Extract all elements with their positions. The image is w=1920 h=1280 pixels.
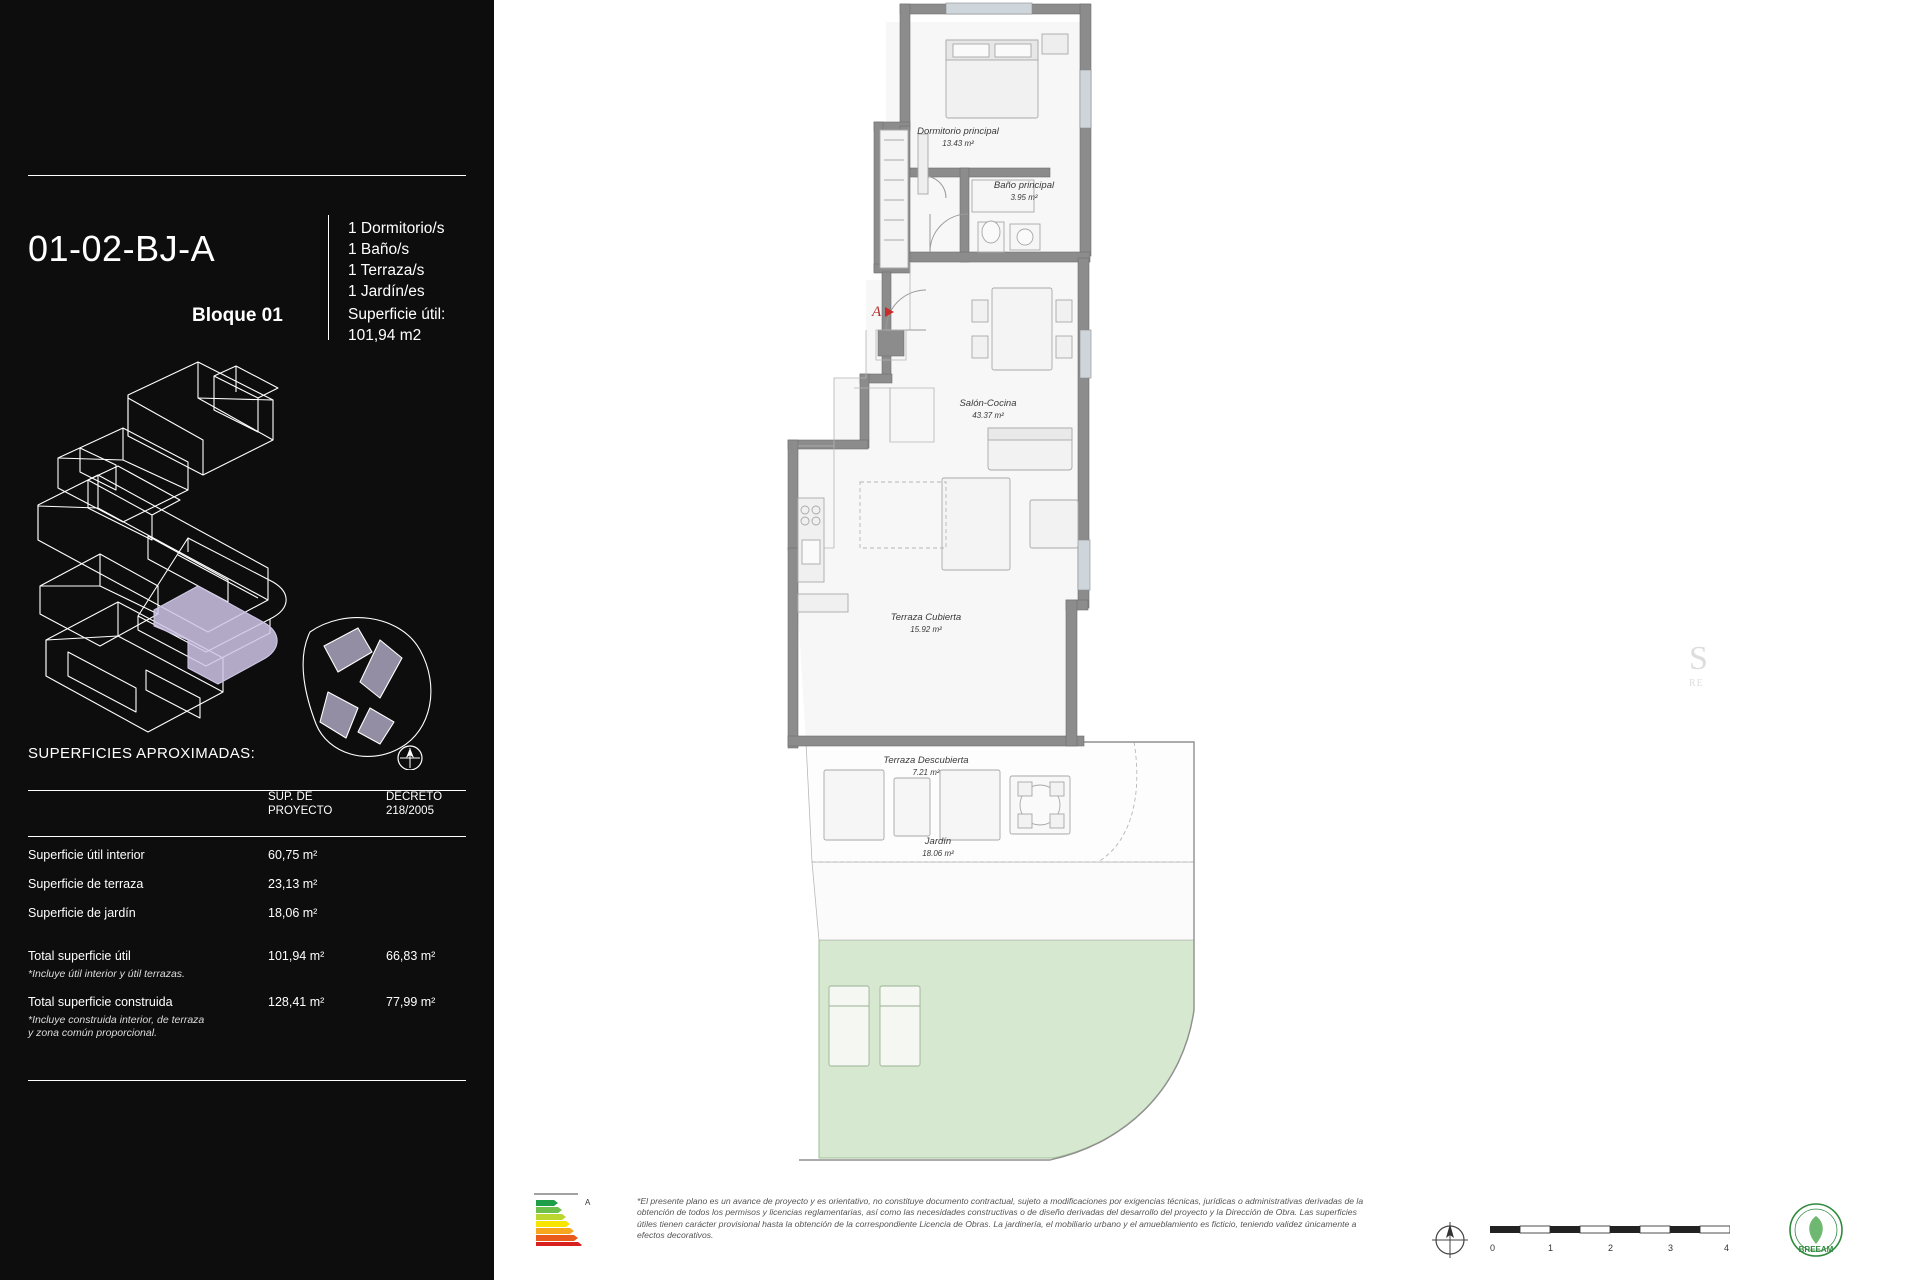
table-divider-header [28, 836, 466, 837]
header-col2-line1: DECRETO [386, 791, 443, 803]
surfaces-table [28, 790, 466, 1040]
row-value-decree: 66,83 m² [386, 949, 436, 963]
table-row [28, 877, 466, 906]
table-row [28, 906, 466, 935]
spec-bedrooms: 1 Dormitorio/s [348, 220, 445, 237]
north-icon-small [398, 746, 422, 770]
scale-number: 2 [1608, 1243, 1614, 1253]
row-value-project: 23,13 m² [268, 877, 318, 891]
spec-terraces: 1 Terraza/s [348, 262, 425, 279]
row-label: Total superficie útil [28, 949, 131, 963]
spec-gardens: 1 Jardín/es [348, 283, 425, 300]
energy-rating-letter: A [585, 1198, 591, 1207]
row-label: Total superficie construida [28, 995, 173, 1009]
scale-number: 0 [1490, 1243, 1496, 1253]
row-value-decree: 77,99 m² [386, 995, 436, 1009]
header-col2-line2: 218/2005 [386, 805, 434, 817]
block-label: Bloque 01 [192, 305, 283, 326]
building-isometric-diagram [28, 340, 466, 770]
row-label: Superficie de terraza [28, 877, 144, 891]
spec-usable-area-label: Superficie útil: [348, 306, 446, 323]
info-panel [0, 0, 494, 1280]
energy-rating-icon [530, 1190, 600, 1246]
room-label-terraza-descubierta: Terraza Descubierta 7.21 m² [883, 755, 969, 777]
table-row [28, 949, 466, 978]
watermark-text: S [1689, 640, 1710, 677]
floor-plan [494, 0, 1920, 1280]
table-divider-bottom [28, 1080, 466, 1081]
header-col1-line1: SUP. DE [268, 791, 313, 803]
table-note-1: *Incluye útil interior y útil terrazas. [28, 968, 185, 980]
table-header [28, 790, 466, 828]
room-label-bano-principal: Baño principal 3.95 m² [993, 180, 1055, 202]
unit-specs [348, 218, 445, 346]
garden-area [819, 940, 1194, 1158]
table-row [28, 995, 466, 1024]
legal-disclaimer: *El presente plano es un avance de proyecto y es orientativo, no constituye documento contractual, sujeto a modificaciones por exigencias técnicas, jurídicas o administrativas derivadas de la obtención de todos los permisos y licencias reglamentarias, así como las necesidades constructivas o de diseño derivadas del desarrollo del proyecto y la Dirección de Obra. Las superficies útiles tienen carácter provisional hasta la obtención de la correspondiente Licencia de Obras. La jardinería, el mobiliario urbano y el amueblamiento es ficticio, teniendo validez únicamente a efectos decorativos. [637, 1196, 1364, 1241]
row-label: Superficie útil interior [28, 848, 145, 862]
uncovered-terrace-area [812, 862, 1194, 940]
unit-code: 01-02-BJ-A [28, 228, 216, 269]
breeam-logo [1780, 1200, 1852, 1262]
watermark-subtext: RE [1689, 678, 1704, 689]
spec-bathrooms: 1 Baño/s [348, 241, 410, 258]
room-label-salon-cocina: Salón-Cocina 43.37 m² [959, 398, 1017, 420]
scale-number: 4 [1724, 1243, 1730, 1253]
row-value-project: 101,94 m² [268, 949, 325, 963]
room-label-jardin: Jardín 18.06 m² [922, 836, 954, 858]
north-arrow-icon [1428, 1218, 1472, 1262]
row-value-project: 60,75 m² [268, 848, 318, 862]
surfaces-title: SUPERFICIES APROXIMADAS: [28, 745, 256, 762]
scale-number: 1 [1548, 1243, 1554, 1253]
row-label: Superficie de jardín [28, 906, 136, 920]
header-col1-line2: PROYECTO [268, 805, 333, 817]
divider-top [28, 175, 466, 176]
row-value-project: 18,06 m² [268, 906, 318, 920]
svg-text:A: A [872, 304, 882, 320]
divider-vertical [328, 215, 329, 340]
room-label-dormitorio-principal: Dormitorio principal 13.43 m² [917, 126, 999, 148]
table-note-2: *Incluye construida interior, de terraza y zona común proporcional. [28, 1014, 205, 1039]
row-value-project: 128,41 m² [268, 995, 325, 1009]
breeam-label: BREEAM [1798, 1245, 1834, 1254]
scale-number: 3 [1668, 1243, 1674, 1253]
furniture-terrace [824, 770, 1070, 840]
table-row [28, 848, 466, 877]
watermark [1689, 640, 1710, 689]
room-label-terraza-cubierta: Terraza Cubierta 15.92 m² [890, 612, 962, 634]
spec-usable-area-value: 101,94 m2 [348, 327, 422, 344]
